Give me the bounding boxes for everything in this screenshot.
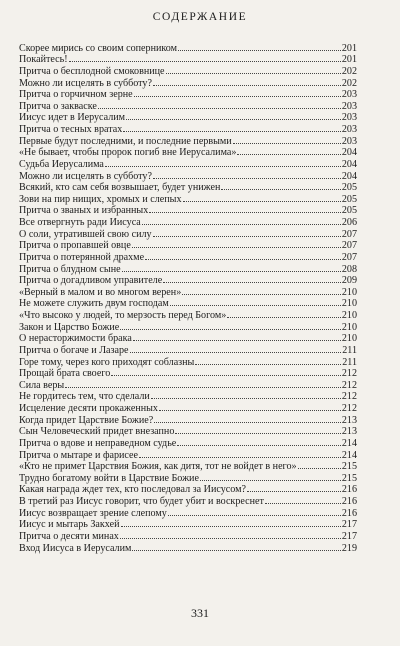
toc-entry <box>19 123 357 135</box>
toc-entry <box>19 391 357 403</box>
toc-entry-page: 214 <box>341 437 357 449</box>
dot-leader <box>139 457 341 458</box>
toc-entry-title: «Верный в малом и во многом верен» <box>19 286 182 298</box>
toc-entry-title: В третий раз Иисус говорит, что будет убит и воскреснет <box>19 496 264 507</box>
toc-entry-title: Иисус и мытарь Закхей <box>19 519 120 531</box>
toc-entry-page: 203 <box>341 112 357 124</box>
toc-entry-page: 216 <box>341 484 357 496</box>
dot-leader <box>111 375 341 376</box>
dot-leader <box>183 201 341 202</box>
toc-entry-title: Сын Человеческий придет внезапно <box>19 426 175 438</box>
toc-entry-title: Первые будут последними, и последние первыми <box>19 135 232 147</box>
toc-entry <box>19 147 357 159</box>
toc-entry-page: 213 <box>341 414 357 426</box>
toc-entry-page: 212 <box>341 368 357 380</box>
dot-leader <box>168 515 341 516</box>
toc-entry <box>19 77 357 89</box>
toc-entry <box>19 158 357 170</box>
dot-leader <box>65 387 341 388</box>
toc-entry <box>19 251 357 263</box>
toc-entry <box>19 298 357 310</box>
toc-entry-title: Притча о бесплодной смоковнице <box>19 65 165 77</box>
toc-entry <box>19 484 357 496</box>
dot-leader <box>182 294 341 295</box>
toc-entry-title: Можно ли исцелять в субботу? <box>19 170 152 182</box>
dot-leader <box>227 317 341 318</box>
dot-leader <box>126 119 341 120</box>
toc-entry-page: 214 <box>341 449 357 461</box>
toc-entry-title: Иисус идет в Иерусалим <box>19 112 126 124</box>
dot-leader <box>166 73 341 74</box>
toc-entry-title: Притча о тесных вратах <box>19 124 123 135</box>
toc-entry-page: 217 <box>341 530 357 542</box>
dot-leader <box>237 154 340 155</box>
toc-entry-page: 210 <box>341 286 357 298</box>
dot-leader <box>120 329 341 330</box>
toc-entry-page: 219 <box>341 542 357 554</box>
dot-leader <box>153 236 341 237</box>
toc-entry-page: 211 <box>342 344 357 356</box>
dot-leader <box>133 340 341 341</box>
toc-entry <box>19 402 357 414</box>
toc-entry-title: Иисус возвращает зрение слепому <box>19 507 167 519</box>
toc-entry <box>19 414 357 426</box>
toc-entry <box>19 519 357 531</box>
page-title: СОДЕРЖАНИЕ <box>152 11 248 23</box>
toc-entry-title: Горе тому, через кого приходят соблазны <box>19 356 195 368</box>
toc-entry-title: Трудно богатому войти в Царствие Божие <box>19 472 199 484</box>
toc-entry-page: 210 <box>341 321 357 333</box>
toc-entry-page: 210 <box>341 333 357 345</box>
toc-entry-page: 209 <box>341 275 357 287</box>
dot-leader <box>159 410 341 411</box>
toc-entry-page: 208 <box>341 263 357 275</box>
dot-leader <box>195 364 341 365</box>
toc-entry-page: 204 <box>341 158 357 170</box>
toc-entry-title: Притча о потерянной драхме <box>19 251 145 263</box>
toc-entry-title: Не гордитесь тем, что сделали <box>19 391 150 403</box>
dot-leader <box>153 178 341 179</box>
toc-entry <box>19 309 357 321</box>
toc-entry-title: Притча о горчичном зерне <box>19 89 133 101</box>
dot-leader <box>69 61 341 62</box>
dot-leader <box>170 305 341 306</box>
toc-entry-page: 216 <box>341 507 357 519</box>
toc-entry <box>19 275 357 287</box>
dot-leader <box>132 550 340 551</box>
toc-entry <box>19 321 357 333</box>
dot-leader <box>298 468 341 469</box>
toc-entry-title: «Кто не примет Царствия Божия, как дитя, тот не войдет в него» <box>19 461 297 473</box>
toc-entry-page: 204 <box>341 147 357 159</box>
toc-entry <box>19 216 357 228</box>
toc-entry-page: 212 <box>341 403 357 414</box>
dot-leader <box>130 352 342 353</box>
toc-entry-title: Зови на пир нищих, хромых и слепых <box>19 193 182 205</box>
toc-entry <box>19 530 357 542</box>
toc-entry-page: 217 <box>341 519 357 531</box>
dot-leader <box>175 433 340 434</box>
toc-entry <box>19 42 357 54</box>
toc-entry <box>19 54 357 66</box>
dot-leader <box>233 143 341 144</box>
toc-entry <box>19 228 357 240</box>
toc-entry <box>19 205 357 217</box>
toc-entry <box>19 368 357 380</box>
toc-entry-title: Притча о званых и избранных <box>19 205 149 217</box>
toc-entry <box>19 379 357 391</box>
dot-leader <box>265 503 341 504</box>
toc-entry-page: 215 <box>341 461 357 473</box>
toc-entry-title: Притча о вдове и неправедном судье <box>19 437 177 449</box>
toc-entry-page: 207 <box>341 251 357 263</box>
toc-entry <box>19 100 357 112</box>
toc-entry-title: Когда придет Царствие Божие? <box>19 414 154 426</box>
toc-entry-title: «Что высоко у людей, то мерзость перед Богом» <box>19 310 227 321</box>
toc-entry-title: Притча о закваске <box>19 100 97 112</box>
toc-entry <box>19 426 357 438</box>
toc-entry <box>19 286 357 298</box>
dot-leader <box>98 108 341 109</box>
toc-entry-page: 204 <box>341 170 357 182</box>
toc-entry-title: Вход Иисуса в Иерусалим <box>19 542 132 554</box>
toc-entry-title: Судьба Иерусалима <box>19 158 104 170</box>
dot-leader <box>177 445 341 446</box>
toc-entry <box>19 193 357 205</box>
toc-entry <box>19 437 357 449</box>
toc-entry-page: 212 <box>341 379 357 391</box>
toc-entry-page: 202 <box>341 65 357 77</box>
dot-leader <box>247 491 341 492</box>
toc-entry-title: Притча о мытаре и фарисее <box>19 449 138 461</box>
toc-entry <box>19 356 357 368</box>
toc-entry <box>19 182 357 194</box>
page-number: 331 <box>191 606 209 620</box>
toc-entry <box>19 170 357 182</box>
dot-leader <box>145 259 341 260</box>
toc-entry-page: 205 <box>341 205 357 217</box>
dot-leader <box>154 422 341 423</box>
toc-entry-page: 210 <box>341 298 357 310</box>
dot-leader <box>134 96 341 97</box>
toc-entry-page: 203 <box>341 124 357 135</box>
toc-entry-title: Все отвергнуть ради Иисуса <box>19 217 141 228</box>
dot-leader <box>151 398 341 399</box>
toc-entry <box>19 240 357 252</box>
toc-entry-title: Можно ли исцелять в субботу? <box>19 77 152 89</box>
toc-entry-page: 213 <box>341 426 357 438</box>
toc-entry-page: 201 <box>341 54 357 66</box>
dot-leader <box>132 247 341 248</box>
toc-entry-page: 201 <box>341 42 357 54</box>
toc-entry-page: 202 <box>341 77 357 89</box>
toc-entry <box>19 89 357 101</box>
toc-entry <box>19 542 357 554</box>
toc-entry <box>19 344 357 356</box>
toc-entry-title: Сила веры <box>19 379 65 391</box>
toc-entry-title: Притча о пропавшей овце <box>19 240 131 252</box>
toc-entry-title: О соли, утратившей свою силу <box>19 228 152 240</box>
toc-entry-page: 212 <box>341 391 357 403</box>
toc-entry-page: 207 <box>341 228 357 240</box>
toc-entry <box>19 449 357 461</box>
dot-leader <box>163 282 341 283</box>
toc-entry-title: Закон и Царство Божие <box>19 321 120 333</box>
toc-entry-page: 211 <box>342 356 357 368</box>
toc-entry-title: Притча о богаче и Лазаре <box>19 344 129 356</box>
dot-leader <box>120 538 341 539</box>
toc-entry-title: «Не бывает, чтобы пророк погиб вне Иерусалима» <box>19 147 237 159</box>
toc-entry <box>19 461 357 473</box>
toc-entry-title: О нерасторжимости брака <box>19 333 132 345</box>
toc-entry-title: Какая награда ждет тех, кто последовал за Иисусом? <box>19 484 246 496</box>
toc-entry <box>19 263 357 275</box>
toc-entry <box>19 112 357 124</box>
dot-leader <box>153 85 341 86</box>
dot-leader <box>142 224 341 225</box>
toc-entry-page: 203 <box>341 100 357 112</box>
toc-entry <box>19 135 357 147</box>
dot-leader <box>105 166 341 167</box>
toc-entry-page: 207 <box>341 240 357 252</box>
toc-entry-page: 206 <box>341 217 357 228</box>
dot-leader <box>178 50 341 51</box>
dot-leader <box>221 189 341 190</box>
dot-leader <box>122 271 341 272</box>
dot-leader <box>123 131 341 132</box>
toc-entry-title: Покайтесь! <box>19 54 68 66</box>
dot-leader <box>149 212 341 213</box>
toc-entry <box>19 507 357 519</box>
toc-entry-title: Скорее мирись со своим соперником <box>19 42 178 54</box>
toc-entry-page: 203 <box>341 135 357 147</box>
toc-entry <box>19 333 357 345</box>
toc-entry-page: 215 <box>341 472 357 484</box>
toc-entry-page: 203 <box>341 89 357 101</box>
table-of-contents <box>19 42 357 554</box>
toc-entry-title: Не можете служить двум господам <box>19 298 169 310</box>
toc-entry <box>19 495 357 507</box>
toc-entry-title: Исцеление десяти прокаженных <box>19 403 158 414</box>
toc-entry <box>19 472 357 484</box>
toc-entry-page: 205 <box>341 193 357 205</box>
toc-entry-title: Всякий, кто сам себя возвышает, будет унижен <box>19 182 221 194</box>
toc-entry-page: 216 <box>341 496 357 507</box>
dot-leader <box>200 480 341 481</box>
toc-entry-page: 205 <box>341 182 357 194</box>
toc-entry <box>19 65 357 77</box>
toc-entry-title: Притча о догадливом управителе <box>19 275 163 287</box>
dot-leader <box>121 526 341 527</box>
toc-entry-title: Прощай брата своего <box>19 368 111 380</box>
toc-entry-title: Притча о блудном сыне <box>19 263 121 275</box>
toc-entry-title: Притча о десяти минах <box>19 530 119 542</box>
toc-entry-page: 210 <box>341 310 357 321</box>
